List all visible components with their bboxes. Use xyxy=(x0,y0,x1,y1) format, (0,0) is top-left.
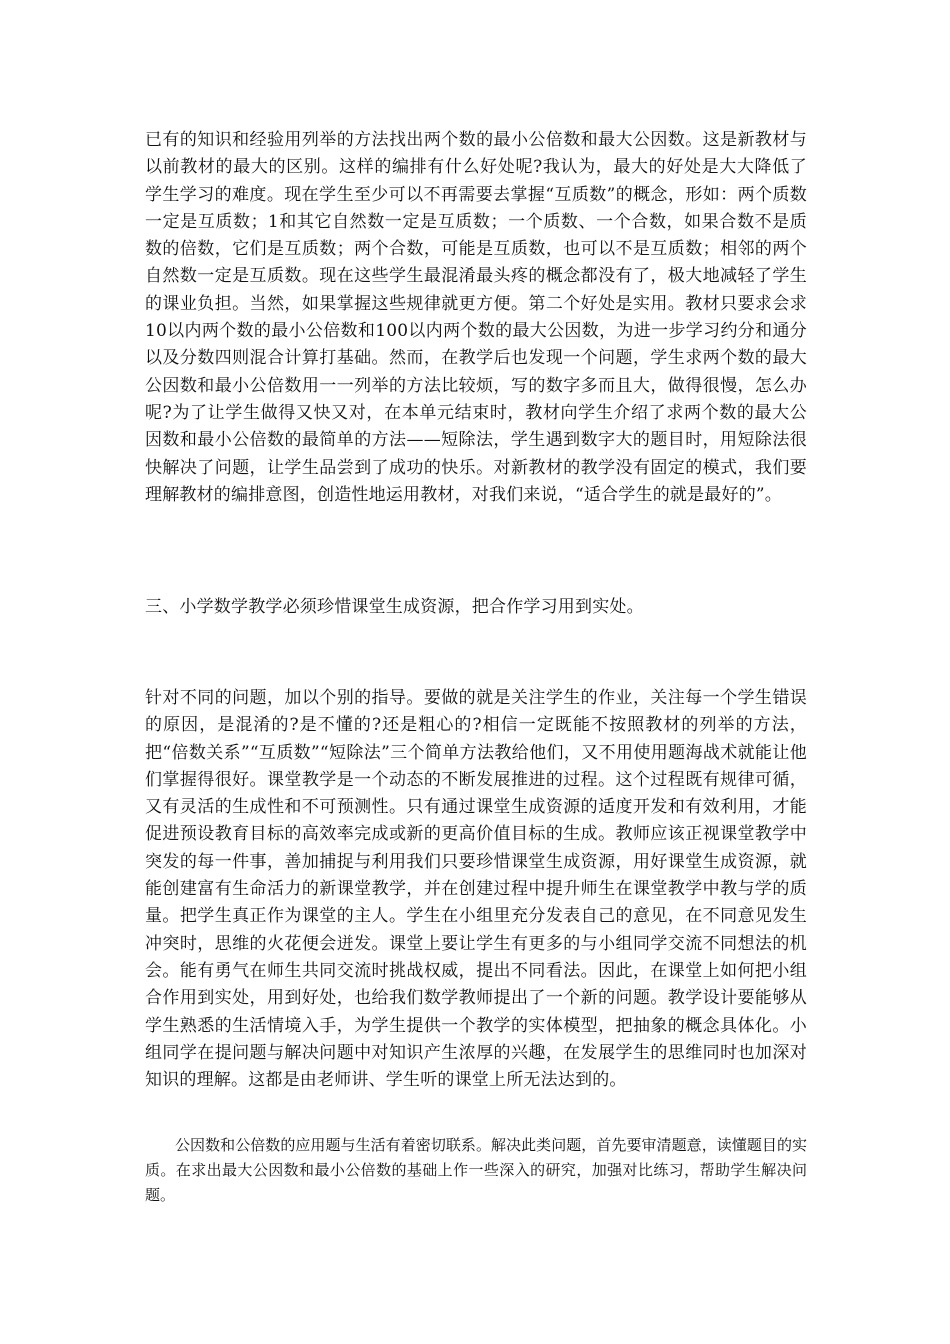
body-paragraph-2: 针对不同的问题，加以个别的指导。要做的就是关注学生的作业，关注每一个学生错误的原因，是混淆的?是不懂的?还是粗心的?相信一定既能不按照教材的列举的方法，把“倍数关系”“互质数”“短除法”三个简单方法教给他们，又不用使用题海战术就能让他们掌握得很好。课堂教学是一个动态的不断发展推进的过程。这个过程既有规律可循，又有灵活的生成性和不可预测性。只有通过课堂生成资源的适度开发和有效利用，才能促进预设教育目标的高效率完成或新的更高价值目标的生成。教师应该正视课堂教学中突发的每一件事，善加捕捉与利用我们只要珍惜课堂生成资源，用好课堂生成资源，就能创建富有生命活力的新课堂教学，并在创建过程中提升师生在课堂教学中教与学的质量。把学生真正作为课堂的主人。学生在小组里充分发表自己的意见，在不同意见发生冲突时，思维的火花便会迸发。课堂上要让学生有更多的与小组同学交流不同想法的机会。能有勇气在师生共同交流时挑战权威，提出不同看法。因此，在课堂上如何把小组合作用到实处，用到好处，也给我们数学教师提出了一个新的问题。教学设计要能够从学生熟悉的生活情境入手，为学生提供一个教学的实体模型，把抽象的概念具体化。小组同学在提问题与解决问题中对知识产生浓厚的兴趣，在发展学生的思维同时也加深对知识的理解。这都是由老师讲、学生听的课堂上所无法达到的。 xyxy=(145,688,807,1091)
section-heading: 三、小学数学教学必须珍惜课堂生成资源，把合作学习用到实处。 xyxy=(145,597,644,617)
body-paragraph-1: 已有的知识和经验用列举的方法找出两个数的最小公倍数和最大公因数。这是新教材与以前教材的最大的区别。这样的编排有什么好处呢?我认为，最大的好处是大大降低了学生学习的难度。现在学生至少可以不再需要去掌握“互质数”的概念，形如：两个质数一定是互质数；1和其它自然数一定是互质数；一个质数、一个合数，如果合数不是质数的倍数，它们是互质数；两个合数，可能是互质数，也可以不是互质数；相邻的两个自然数一定是互质数。现在这些学生最混淆最头疼的概念都没有了，极大地减轻了学生的课业负担。当然，如果掌握这些规律就更方便。第二个好处是实用。教材只要求会求10以内两个数的最小公倍数和100以内两个数的最大公因数，为进一步学习约分和通分以及分数四则混合计算打基础。然而，在教学后也发现一个问题，学生求两个数的最大公因数和最小公倍数用一一列举的方法比较烦，写的数字多而且大，做得很慢，怎么办呢?为了让学生做得又快又对，在本单元结束时，教材向学生介绍了求两个数的最大公因数和最小公倍数的最简单的方法——短除法，学生遇到数字大的题目时，用短除法很快解决了问题，让学生品尝到了成功的快乐。对新教材的教学没有固定的模式，我们要理解教材的编排意图，创造性地运用教材，对我们来说，“适合学生的就是最好的”。 xyxy=(145,130,807,505)
body-paragraph-3: 公因数和公倍数的应用题与生活有着密切联系。解决此类问题，首先要审清题意，读懂题目的实质。在求出最大公因数和最小公倍数的基础上作一些深入的研究，加强对比练习，帮助学生解决问题。 xyxy=(145,1136,807,1204)
